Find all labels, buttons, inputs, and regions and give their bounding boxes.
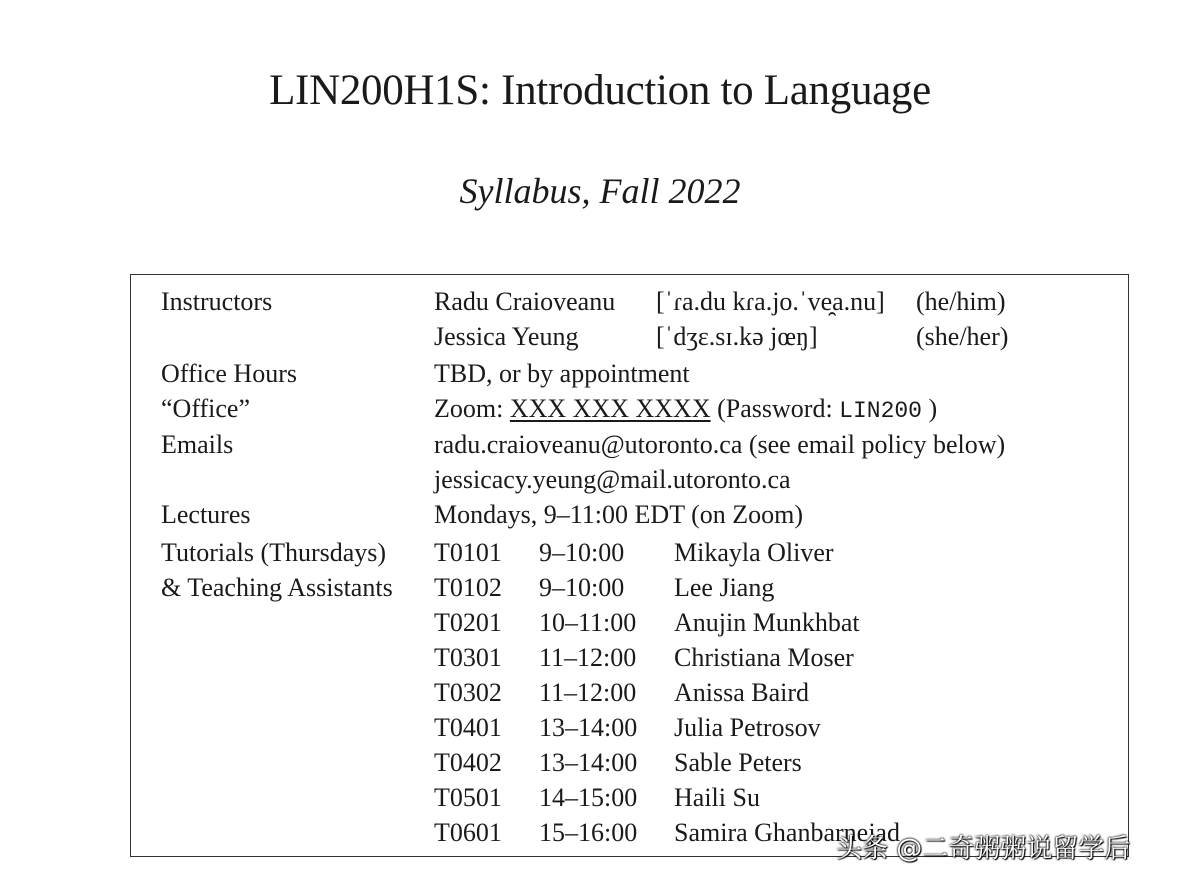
emails-label: Emails [161, 430, 234, 459]
lectures-value: Mondays, 9–11:00 EDT (on Zoom) [434, 500, 804, 529]
tutorial-code: T0401 [434, 713, 502, 742]
tutorial-time: 10–11:00 [539, 608, 637, 637]
instructor-pronouns: (she/her) [916, 322, 1009, 351]
tutorial-code: T0402 [434, 748, 502, 777]
tutorial-time: 14–15:00 [539, 783, 638, 812]
tutorial-time: 13–14:00 [539, 713, 638, 742]
tutorial-time: 9–10:00 [539, 538, 625, 567]
tutorial-ta: Haili Su [674, 783, 760, 812]
watermark-text: 头条 @二奇粥粥说留学后 [836, 834, 1131, 864]
tutorial-ta: Anujin Munkhbat [674, 608, 860, 637]
instructor-name: Jessica Yeung [434, 322, 579, 351]
tutorial-time: 11–12:00 [539, 643, 637, 672]
instructors-label: Instructors [161, 287, 273, 316]
course-info-box [130, 274, 1129, 857]
tutorial-ta: Lee Jiang [674, 573, 775, 602]
zoom-password: LIN200 [839, 398, 922, 424]
password-suffix: ) [922, 394, 938, 423]
instructor-ipa: [ˈɾa.du kɾa.jo.ˈve̯a.nu] [656, 287, 885, 316]
password-prefix: (Password: [710, 394, 840, 423]
office-hours-label: Office Hours [161, 359, 297, 388]
email-radu[interactable]: radu.craioveanu@utoronto.ca (see email policy below) [434, 430, 1006, 459]
tutorial-ta: Mikayla Oliver [674, 538, 834, 567]
syllabus-subtitle: Syllabus, Fall 2022 [459, 171, 741, 211]
instructor-name: Radu Craioveanu [434, 287, 616, 316]
tutorial-code: T0101 [434, 538, 502, 567]
tutorial-time: 13–14:00 [539, 748, 638, 777]
tutorial-code: T0201 [434, 608, 502, 637]
teaching-assistants-label: & Teaching Assistants [161, 573, 393, 602]
tutorial-code: T0301 [434, 643, 502, 672]
office-value [434, 396, 937, 423]
office-hours-value: TBD, or by appointment [434, 359, 690, 388]
tutorial-time: 11–12:00 [539, 678, 637, 707]
tutorial-ta: Sable Peters [674, 748, 802, 777]
tutorial-ta: Samira Ghanbarnejad [674, 818, 900, 847]
tutorial-code: T0302 [434, 678, 502, 707]
syllabus-title: LIN200H1S: Introduction to Language [269, 67, 931, 114]
instructor-ipa: [ˈdʒɛ.sɪ.kə jœŋ] [656, 322, 818, 351]
tutorial-code: T0501 [434, 783, 502, 812]
tutorial-ta: Anissa Baird [674, 678, 810, 707]
tutorials-label: Tutorials (Thursdays) [161, 538, 387, 567]
tutorial-ta: Christiana Moser [674, 643, 854, 672]
zoom-id-link[interactable]: XXX XXX XXXX [509, 394, 711, 423]
instructor-pronouns: (he/him) [916, 287, 1006, 316]
zoom-prefix: Zoom: [434, 394, 510, 423]
lectures-label: Lectures [161, 500, 251, 529]
office-label: “Office” [161, 394, 251, 423]
tutorial-code: T0102 [434, 573, 502, 602]
tutorial-ta: Julia Petrosov [674, 713, 821, 742]
tutorial-time: 15–16:00 [539, 818, 638, 847]
tutorial-code: T0601 [434, 818, 502, 847]
email-jessica[interactable]: jessicacy.yeung@mail.utoronto.ca [434, 465, 791, 494]
tutorial-time: 9–10:00 [539, 573, 625, 602]
